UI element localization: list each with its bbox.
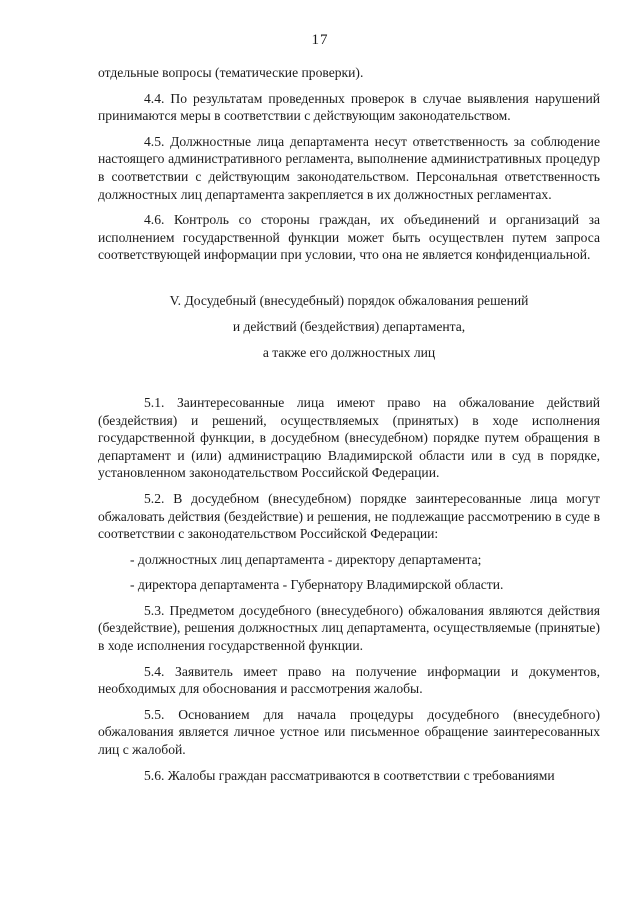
section-5-heading-line-2: и действий (бездействия) департамента, xyxy=(232,318,466,334)
document-body xyxy=(98,64,600,784)
section-5-heading xyxy=(98,288,600,366)
paragraph-4-6: 4.6. Контроль со стороны граждан, их объединений и организаций за исполнением государственной функции может быть осуществлен путем запроса соответствующей информации при условии, что она не является конфиденциальной. xyxy=(98,212,600,263)
intro-line: отдельные вопросы (тематические проверки). xyxy=(98,65,364,80)
section-5-heading-line-3: а также его должностных лиц xyxy=(262,344,436,360)
paragraph-5-1: 5.1. Заинтересованные лица имеют право на обжалование действий (бездействия) и решений, осуществляемых (принятых) в ходе исполнения государственной функции, в досудебном (внесудебном) порядке путем обращения в департамент и (или) администрацию Владимирской области или в суд в порядке, установленном законодательством Российской Федерации. xyxy=(98,394,600,481)
paragraph-5-6: 5.6. Жалобы граждан рассматриваются в соответствии с требованиями xyxy=(144,767,555,783)
paragraph-4-5: 4.5. Должностные лица департамента несут ответственность за соблюдение настоящего административного регламента, выполнение административных процедур в соответствии с действующим законодательством. Персональная ответственность должностных лиц департамента закрепляется в их должностных регламентах. xyxy=(98,133,600,202)
paragraph-4-4: 4.4. По результатам проведенных проверок в случае выявления нарушений принимаются меры в соответствии с действующим законодательством. xyxy=(98,90,600,124)
paragraph-5-2: 5.2. В досудебном (внесудебном) порядке заинтересованные лица могут обжаловать действия (бездействие) и решения, не подлежащие рассмотрению в суде в соответствии с законодательством Российской Федерации: xyxy=(98,490,600,542)
page-number: 17 xyxy=(311,32,329,48)
paragraph-5-3: 5.3. Предметом досудебного (внесудебного) обжалования являются действия (бездействие), решения должностных лиц департамента, осуществляемые (принятые) в ходе исполнения государственной функции. xyxy=(98,602,600,654)
list-item-1: - должностных лиц департамента - директору департамента; xyxy=(130,551,482,567)
paragraph-5-4: 5.4. Заявитель имеет право на получение информации и документов, необходимых для обоснования и рассмотрения жалобы. xyxy=(98,663,600,697)
list-item-2: - директора департамента - Губернатору Владимирской области. xyxy=(130,577,504,593)
paragraph-5-5: 5.5. Основанием для начала процедуры досудебного (внесудебного) обжалования является личное устное или письменное обращение заинтересованных лиц с жалобой. xyxy=(98,706,600,758)
section-5-heading-line-1: V. Досудебный (внесудебный) порядок обжалования решений xyxy=(169,292,529,308)
